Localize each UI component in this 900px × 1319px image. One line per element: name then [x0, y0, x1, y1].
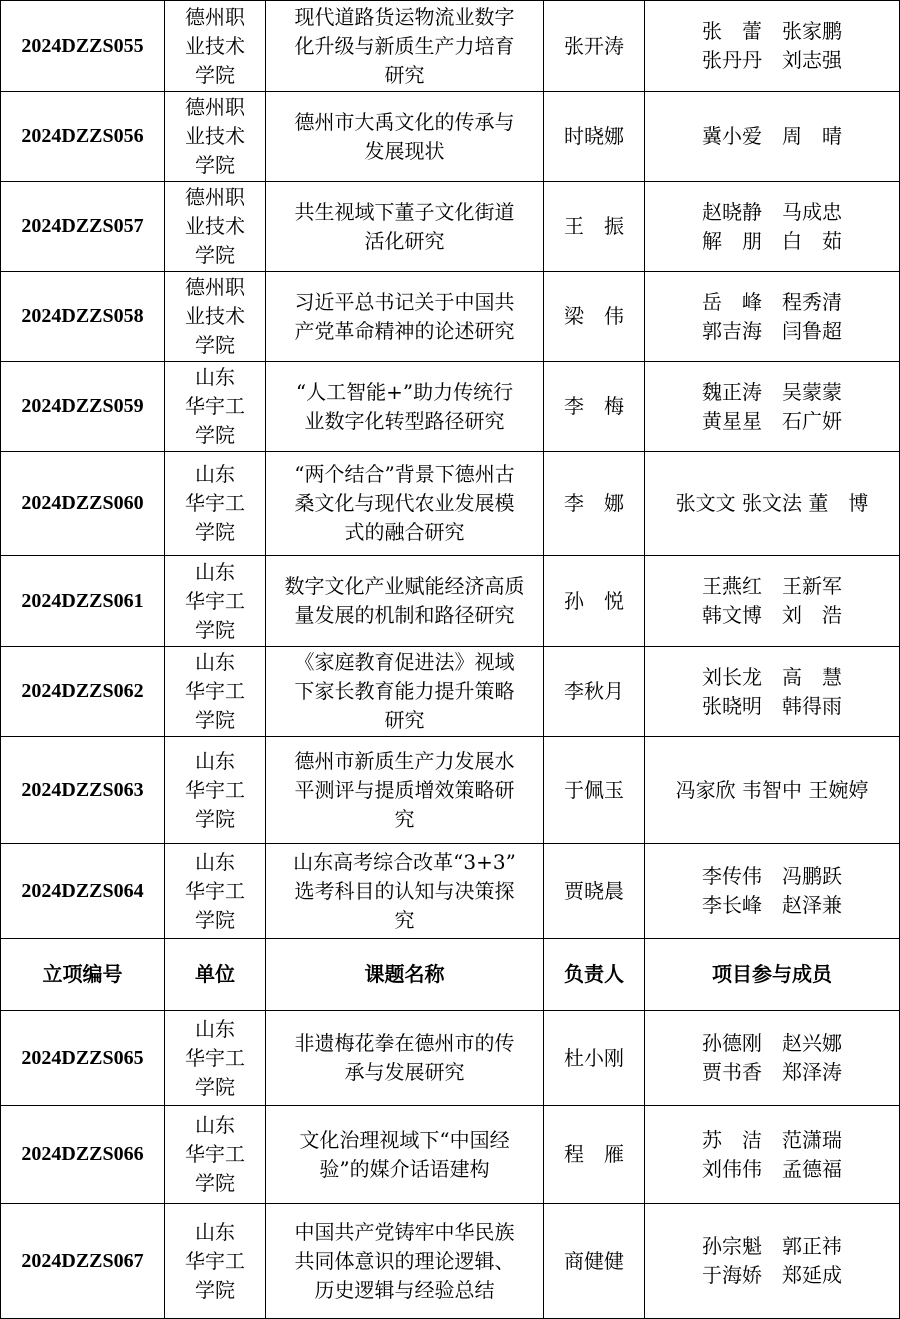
table-row [1, 182, 900, 272]
project-members: 李传伟 冯鹏跃 李长峰 赵泽兼 [645, 844, 900, 939]
unit-cell: 山东 华宇工 学院 [165, 1011, 266, 1106]
unit-cell: 山东 华宇工 学院 [165, 844, 266, 939]
project-leader: 时晓娜 [544, 92, 645, 182]
table-row [1, 1, 900, 92]
table-row [1, 844, 900, 939]
table-row [1, 272, 900, 362]
table-row [1, 1204, 900, 1319]
project-members: 魏正涛 吴蒙蒙 黄星星 石广妍 [645, 362, 900, 452]
header-unit: 单位 [165, 939, 266, 1011]
project-members: 刘长龙 高 慧 张晓明 韩得雨 [645, 647, 900, 737]
unit-cell: 德州职 业技术 学院 [165, 182, 266, 272]
project-members: 赵晓静 马成忠 解 朋 白 茹 [645, 182, 900, 272]
table-row [1, 737, 900, 844]
project-leader: 李 娜 [544, 452, 645, 556]
table-row [1, 452, 900, 556]
project-code: 2024DZZS062 [1, 647, 165, 737]
project-code: 2024DZZS061 [1, 556, 165, 647]
header-title: 课题名称 [266, 939, 544, 1011]
project-leader: 孙 悦 [544, 556, 645, 647]
project-code: 2024DZZS067 [1, 1204, 165, 1319]
project-code: 2024DZZS065 [1, 1011, 165, 1106]
table-row [1, 647, 900, 737]
project-leader: 商健健 [544, 1204, 645, 1319]
project-leader: 张开涛 [544, 1, 645, 92]
project-title: 非遗梅花拳在德州市的传 承与发展研究 [266, 1011, 544, 1106]
project-members: 张 蕾 张家鹏 张丹丹 刘志强 [645, 1, 900, 92]
project-leader: 杜小刚 [544, 1011, 645, 1106]
unit-cell: 德州职 业技术 学院 [165, 272, 266, 362]
unit-cell: 山东 华宇工 学院 [165, 737, 266, 844]
table-row [1, 1106, 900, 1204]
project-leader: 梁 伟 [544, 272, 645, 362]
project-leader: 于佩玉 [544, 737, 645, 844]
project-code: 2024DZZS063 [1, 737, 165, 844]
table-row [1, 92, 900, 182]
project-title: 《家庭教育促进法》视域 下家长教育能力提升策略 研究 [266, 647, 544, 737]
project-title: 山东高考综合改革“3+3” 选考科目的认知与决策探 究 [266, 844, 544, 939]
project-code: 2024DZZS060 [1, 452, 165, 556]
table-row [1, 362, 900, 452]
project-title: 习近平总书记关于中国共 产党革命精神的论述研究 [266, 272, 544, 362]
project-code: 2024DZZS058 [1, 272, 165, 362]
project-leader: 李 梅 [544, 362, 645, 452]
project-code: 2024DZZS064 [1, 844, 165, 939]
project-leader: 贾晓晨 [544, 844, 645, 939]
header-code: 立项编号 [1, 939, 165, 1011]
header-leader: 负责人 [544, 939, 645, 1011]
project-code: 2024DZZS056 [1, 92, 165, 182]
project-leader: 李秋月 [544, 647, 645, 737]
project-title: “两个结合”背景下德州古 桑文化与现代农业发展模 式的融合研究 [266, 452, 544, 556]
project-members: 冀小爱 周 晴 [645, 92, 900, 182]
unit-cell: 山东 华宇工 学院 [165, 647, 266, 737]
project-title: “人工智能+”助力传统行 业数字化转型路径研究 [266, 362, 544, 452]
unit-cell: 山东 华宇工 学院 [165, 452, 266, 556]
project-members: 冯家欣 韦智中 王婉婷 [645, 737, 900, 844]
unit-cell: 山东 华宇工 学院 [165, 556, 266, 647]
unit-cell: 德州职 业技术 学院 [165, 92, 266, 182]
project-code: 2024DZZS057 [1, 182, 165, 272]
project-members: 苏 洁 范潇瑞 刘伟伟 孟德福 [645, 1106, 900, 1204]
project-members: 张文文 张文法 董 博 [645, 452, 900, 556]
project-members: 王燕红 王新军 韩文博 刘 浩 [645, 556, 900, 647]
project-members: 岳 峰 程秀清 郭吉海 闫鲁超 [645, 272, 900, 362]
project-title: 现代道路货运物流业数字 化升级与新质生产力培育 研究 [266, 1, 544, 92]
project-title: 数字文化产业赋能经济高质 量发展的机制和路径研究 [266, 556, 544, 647]
project-leader: 程 雁 [544, 1106, 645, 1204]
project-code: 2024DZZS055 [1, 1, 165, 92]
project-title: 德州市新质生产力发展水 平测评与提质增效策略研 究 [266, 737, 544, 844]
unit-cell: 山东 华宇工 学院 [165, 1106, 266, 1204]
table-row [1, 1011, 900, 1106]
project-code: 2024DZZS066 [1, 1106, 165, 1204]
project-members: 孙德刚 赵兴娜 贾书香 郑泽涛 [645, 1011, 900, 1106]
table-row [1, 556, 900, 647]
unit-cell: 山东 华宇工 学院 [165, 362, 266, 452]
header-members: 项目参与成员 [645, 939, 900, 1011]
header-row [1, 939, 900, 1011]
unit-cell: 山东 华宇工 学院 [165, 1204, 266, 1319]
project-title: 文化治理视域下“中国经 验”的媒介话语建构 [266, 1106, 544, 1204]
project-leader: 王 振 [544, 182, 645, 272]
unit-cell: 德州职 业技术 学院 [165, 1, 266, 92]
project-title: 共生视域下董子文化街道 活化研究 [266, 182, 544, 272]
project-title: 中国共产党铸牢中华民族 共同体意识的理论逻辑、 历史逻辑与经验总结 [266, 1204, 544, 1319]
project-code: 2024DZZS059 [1, 362, 165, 452]
project-members: 孙宗魁 郭正祎 于海娇 郑延成 [645, 1204, 900, 1319]
project-title: 德州市大禹文化的传承与 发展现状 [266, 92, 544, 182]
